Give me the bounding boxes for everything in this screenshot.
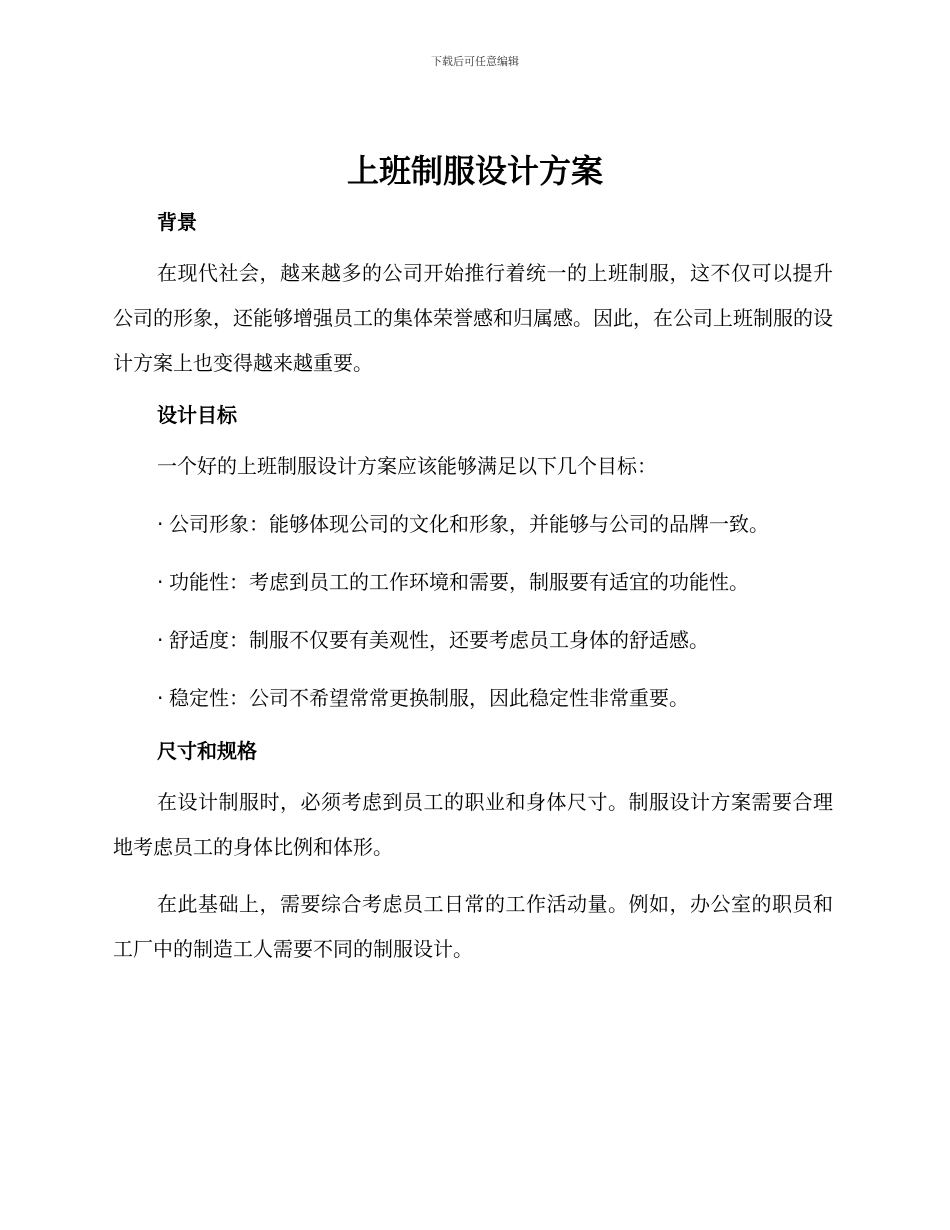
sizing-paragraph: 在此基础上，需要综合考虑员工日常的工作活动量。例如，办公室的职员和工厂中的制造工人需要不同的制服设计。	[113, 892, 833, 961]
goal-item	[113, 560, 833, 605]
background-paragraph: 在现代社会，越来越多的公司开始推行着统一的上班制服，这不仅可以提升公司的形象，还能够增强员工的集体荣誉感和归属感。因此，在公司上班制服的设计方案上也变得越来越重要。	[113, 261, 833, 375]
goal-item-text: 稳定性：公司不希望常常更换制服，因此稳定性非常重要。	[169, 686, 689, 710]
bullet-dot: ·	[157, 512, 164, 536]
goal-item-text: 公司形象：能够体现公司的文化和形象，并能够与公司的品牌一致。	[169, 512, 769, 536]
section-heading-goals: 设计目标	[157, 403, 237, 427]
goal-item	[113, 502, 833, 547]
header-note: 下载后可任意编辑	[431, 55, 519, 68]
bullet-dot: ·	[157, 686, 164, 710]
goals-intro: 一个好的上班制服设计方案应该能够满足以下几个目标：	[157, 454, 657, 478]
goal-item-text: 舒适度：制服不仅要有美观性，还要考虑员工身体的舒适感。	[169, 628, 709, 652]
goal-item-text: 功能性：考虑到员工的工作环境和需要，制服要有适宜的功能性。	[169, 570, 749, 594]
goal-item	[113, 618, 833, 663]
bullet-dot: ·	[157, 628, 164, 652]
section-heading-sizing: 尺寸和规格	[157, 739, 257, 763]
bullet-dot: ·	[157, 570, 164, 594]
sizing-paragraph: 在设计制服时，必须考虑到员工的职业和身体尺寸。制服设计方案需要合理地考虑员工的身体比例和体形。	[113, 790, 833, 859]
goal-item	[113, 676, 833, 721]
section-heading-background: 背景	[157, 210, 197, 234]
document-title: 上班制服设计方案	[346, 152, 603, 190]
document-body	[113, 205, 833, 984]
